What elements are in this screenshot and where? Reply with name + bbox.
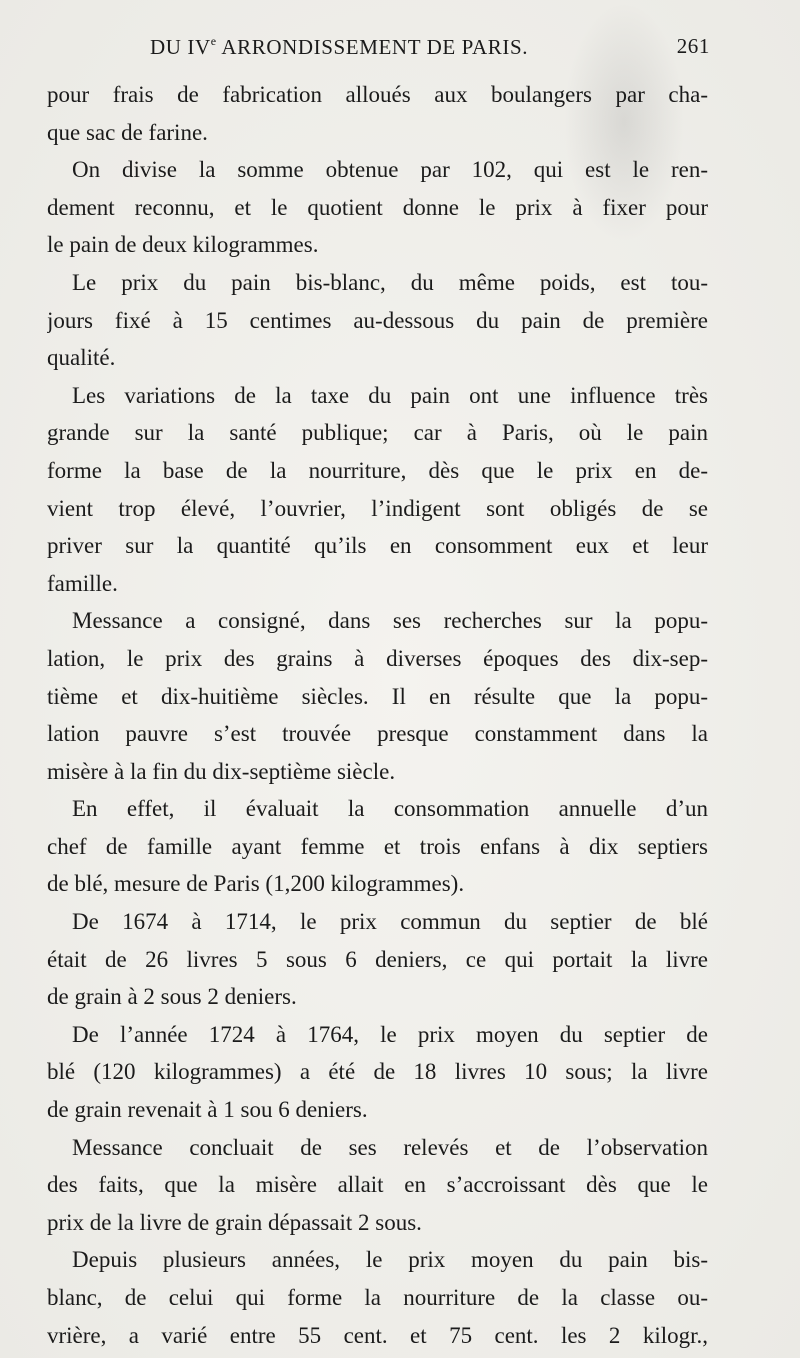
text-line: En effet, il évaluait la consommation annuelle d’un	[72, 796, 708, 822]
running-title-rest: ARRONDISSEMENT DE PARIS.	[216, 35, 529, 59]
text-line: blé (120 kilogrammes) a été de 18 livres 10 sous; la livre	[47, 1059, 708, 1085]
text-line: Les variations de la taxe du pain ont une influence très	[72, 382, 708, 408]
text-line: le pain de deux kilogrammes.	[47, 232, 319, 258]
text-line: misère à la fin du dix-septième siècle.	[47, 758, 396, 784]
text-line: lation, le prix des grains à diverses époques des dix-sep-	[47, 645, 708, 671]
running-title	[150, 34, 528, 60]
text-line: Le prix du pain bis-blanc, du même poids, est tou-	[72, 269, 708, 295]
text-line: dement reconnu, et le quotient donne le prix à fixer pour	[47, 194, 708, 220]
text-line: grande sur la santé publique; car à Paris, où le pain	[47, 420, 708, 446]
text-line: Messance a consigné, dans ses recherches sur la popu-	[72, 608, 708, 634]
running-header	[150, 34, 710, 70]
text-line: était de 26 livres 5 sous 6 deniers, ce qui portait la livre	[47, 946, 708, 972]
running-title-superscript: e	[210, 34, 217, 48]
text-line: qualité.	[47, 345, 116, 371]
text-line: Depuis plusieurs années, le prix moyen du pain bis-	[72, 1247, 708, 1273]
text-line: jours fixé à 15 centimes au-dessous du pain de première	[47, 307, 708, 333]
text-line: forme la base de la nourriture, dès que le prix en de-	[47, 457, 708, 483]
text-line: Messance concluait de ses relevés et de l’observation	[72, 1134, 708, 1160]
text-line: chef de famille ayant femme et trois enfans à dix septiers	[47, 833, 708, 859]
body-text	[47, 76, 708, 1354]
text-line: De l’année 1724 à 1764, le prix moyen du septier de	[72, 1021, 708, 1047]
text-line: On divise la somme obtenue par 102, qui est le ren-	[72, 157, 708, 183]
text-line: blanc, de celui qui forme la nourriture de la classe ou-	[47, 1285, 708, 1310]
text-line: vient trop élevé, l’ouvrier, l’indigent sont obligés de se	[47, 495, 708, 521]
text-line: famille.	[47, 570, 118, 596]
text-line: De 1674 à 1714, le prix commun du septier de blé	[72, 909, 708, 935]
running-title-main: DU IV	[150, 35, 211, 59]
text-line: lation pauvre s’est trouvée presque constamment dans la	[47, 721, 708, 747]
text-line: de grain à 2 sous 2 deniers.	[47, 984, 297, 1010]
text-line: tième et dix-huitième siècles. Il en résulte que la popu-	[47, 683, 708, 709]
text-line: des faits, que la misère allait en s’accroissant dès que le	[47, 1172, 708, 1198]
text-line: priver sur la quantité qu’ils en consomment eux et leur	[47, 533, 708, 559]
page-number: 261	[676, 34, 710, 58]
text-line: de grain revenait à 1 sou 6 deniers.	[47, 1097, 368, 1123]
text-line: vrière, a varié entre 55 cent. et 75 cent. les 2 kilogr.,	[47, 1322, 708, 1348]
text-line: de blé, mesure de Paris (1,200 kilogrammes).	[47, 871, 465, 897]
text-line: prix de la livre de grain dépassait 2 sous.	[47, 1209, 422, 1235]
text-line: que sac de farine.	[47, 119, 208, 145]
text-line: pour frais de fabrication alloués aux boulangers par cha-	[47, 82, 708, 107]
